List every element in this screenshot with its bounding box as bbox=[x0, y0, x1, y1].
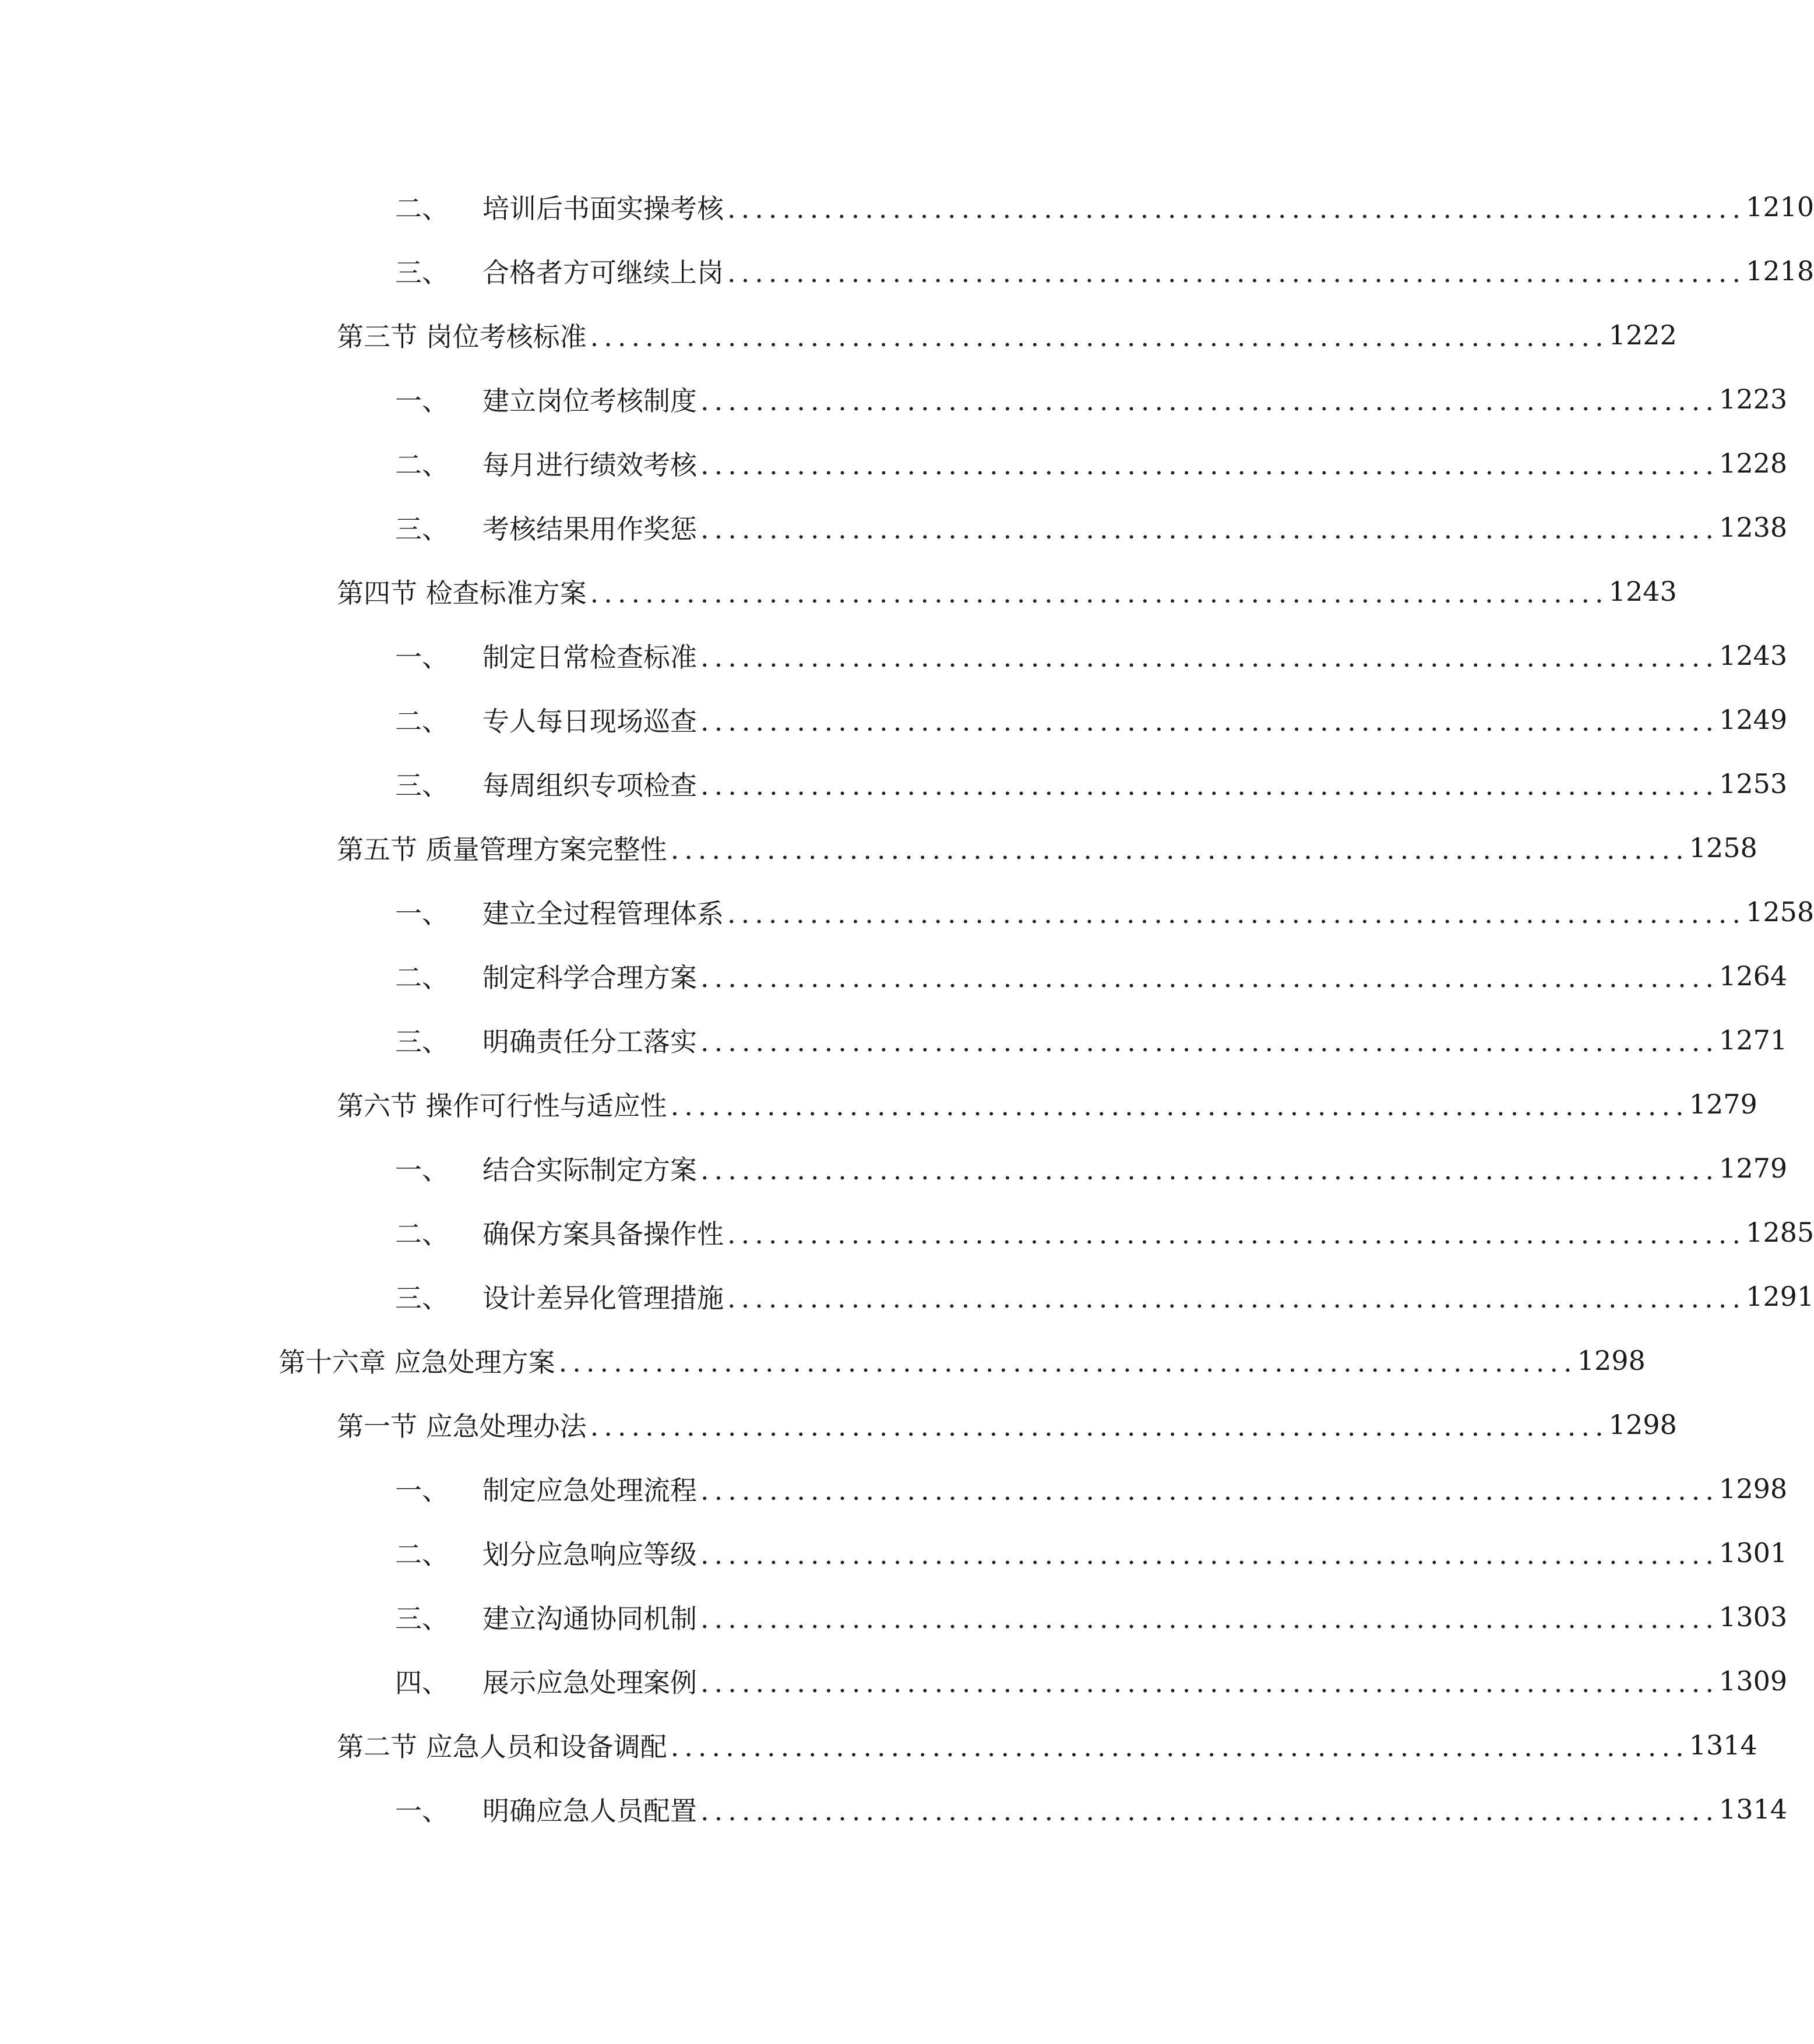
toc-entry-chapter[interactable] bbox=[0, 1328, 1646, 1393]
toc-entry-title: 设计差异化管理措施 bbox=[482, 1282, 724, 1314]
toc-entry-title: 制定日常检查标准 bbox=[482, 642, 697, 673]
toc-entry-title: 专人每日现场巡查 bbox=[482, 706, 697, 737]
dot-leader: .......................................................................... bbox=[700, 385, 1720, 417]
toc-entry-page: 1243 bbox=[1719, 640, 1788, 671]
toc-entry-page: 1253 bbox=[1719, 768, 1788, 799]
toc-entry-label bbox=[0, 1790, 700, 1828]
toc-entry[interactable] bbox=[0, 303, 1677, 367]
toc-entry-title: 培训后书面实操考核 bbox=[482, 193, 724, 224]
toc-entry-label bbox=[0, 957, 700, 995]
toc-entry-label bbox=[0, 1213, 727, 1252]
toc-entry-number: 二、 bbox=[395, 706, 449, 737]
toc-entry-page: 1298 bbox=[1608, 1409, 1677, 1440]
toc-entry-page: 1298 bbox=[1719, 1473, 1788, 1504]
dot-leader: .......................................................................... bbox=[590, 577, 1609, 609]
toc-entry[interactable] bbox=[0, 495, 1788, 559]
toc-entry-title: 第一节 应急处理办法 bbox=[337, 1411, 587, 1442]
toc-entry-number: 三、 bbox=[395, 770, 449, 801]
toc-entry-title: 划分应急响应等级 bbox=[482, 1539, 697, 1570]
toc-entry[interactable] bbox=[0, 1521, 1788, 1585]
toc-entry[interactable] bbox=[0, 1393, 1677, 1457]
toc-entry-title: 展示应急处理案例 bbox=[482, 1667, 697, 1698]
toc-entry-label bbox=[0, 893, 727, 931]
dot-leader: .......................................................................... bbox=[700, 1795, 1720, 1827]
toc-entry-title: 合格者方可继续上岗 bbox=[482, 257, 724, 288]
toc-entry-label bbox=[0, 508, 700, 547]
dot-leader: .......................................................................... bbox=[727, 193, 1746, 224]
toc-entry-number: 二、 bbox=[395, 449, 449, 481]
dot-leader: .......................................................................... bbox=[700, 1603, 1720, 1634]
toc-entry-title: 明确应急人员配置 bbox=[482, 1795, 697, 1827]
toc-entry-title: 结合实际制定方案 bbox=[482, 1154, 697, 1186]
toc-entry-page: 1314 bbox=[1689, 1729, 1757, 1761]
toc-entry-title: 每月进行绩效考核 bbox=[482, 449, 697, 481]
toc-entry[interactable] bbox=[0, 1136, 1788, 1200]
toc-entry-label bbox=[0, 380, 700, 418]
toc-entry-label bbox=[0, 1021, 700, 1059]
toc-entry-page: 1314 bbox=[1719, 1793, 1788, 1825]
toc-entry-label bbox=[0, 700, 700, 739]
table-of-contents bbox=[0, 175, 1814, 1841]
dot-leader: .......................................................................... bbox=[700, 1154, 1720, 1186]
toc-entry[interactable] bbox=[0, 431, 1788, 495]
toc-entry-number: 一、 bbox=[395, 385, 449, 417]
toc-entry[interactable] bbox=[0, 1200, 1814, 1264]
toc-entry-number: 三、 bbox=[395, 1603, 449, 1634]
toc-entry[interactable] bbox=[0, 1008, 1788, 1072]
dot-leader: .......................................................................... bbox=[590, 1411, 1609, 1442]
toc-entry-label bbox=[0, 444, 700, 482]
toc-entry-title: 建立全过程管理体系 bbox=[482, 898, 724, 929]
toc-entry[interactable] bbox=[0, 1713, 1757, 1777]
toc-entry[interactable] bbox=[0, 1585, 1788, 1649]
toc-entry-page: 1301 bbox=[1719, 1537, 1788, 1569]
toc-entry[interactable] bbox=[0, 1777, 1788, 1841]
toc-entry-label bbox=[0, 1598, 700, 1636]
toc-entry-number: 三、 bbox=[395, 1282, 449, 1314]
toc-entry-page: 1223 bbox=[1719, 383, 1788, 415]
toc-entry-page: 1258 bbox=[1689, 832, 1757, 864]
toc-entry-number: 二、 bbox=[395, 962, 449, 993]
toc-entry-label bbox=[0, 1149, 700, 1187]
toc-entry-page: 1210 bbox=[1746, 191, 1814, 223]
toc-entry-label bbox=[0, 1469, 700, 1508]
toc-entry-page: 1228 bbox=[1719, 447, 1788, 479]
toc-entry-title: 制定应急处理流程 bbox=[482, 1475, 697, 1506]
dot-leader: .......................................................................... bbox=[700, 1539, 1720, 1570]
toc-entry-number: 二、 bbox=[395, 193, 449, 224]
toc-entry-page: 1298 bbox=[1577, 1345, 1646, 1376]
toc-entry[interactable] bbox=[0, 367, 1788, 431]
toc-entry-number: 三、 bbox=[395, 257, 449, 288]
dot-leader: .......................................................................... bbox=[727, 1282, 1746, 1314]
dot-leader: .......................................................................... bbox=[670, 1731, 1689, 1763]
dot-leader: .......................................................................... bbox=[670, 1090, 1689, 1122]
toc-entry-number: 一、 bbox=[395, 1475, 449, 1506]
dot-leader: .......................................................................... bbox=[700, 962, 1720, 993]
toc-entry-page: 1222 bbox=[1608, 319, 1677, 351]
toc-entry-page: 1238 bbox=[1719, 512, 1788, 543]
toc-entry-page: 1309 bbox=[1719, 1665, 1788, 1697]
toc-entry-title: 第二节 应急人员和设备调配 bbox=[337, 1731, 667, 1763]
dot-leader: .......................................................................... bbox=[700, 770, 1720, 801]
toc-entry-label bbox=[0, 764, 700, 803]
toc-entry-page: 1279 bbox=[1719, 1153, 1788, 1184]
toc-entry-label bbox=[0, 188, 727, 226]
toc-entry-title: 第六节 操作可行性与适应性 bbox=[337, 1090, 667, 1122]
toc-entry[interactable] bbox=[0, 1649, 1788, 1713]
toc-entry-title: 制定科学合理方案 bbox=[482, 962, 697, 993]
toc-entry-title: 第三节 岗位考核标准 bbox=[337, 321, 587, 353]
dot-leader: .......................................................................... bbox=[558, 1347, 1577, 1378]
dot-leader: .......................................................................... bbox=[700, 1667, 1720, 1698]
toc-entry-label bbox=[0, 1662, 700, 1700]
toc-entry-number: 一、 bbox=[395, 642, 449, 673]
toc-entry-number: 一、 bbox=[395, 1154, 449, 1186]
toc-entry[interactable] bbox=[0, 816, 1757, 880]
toc-entry-number: 一、 bbox=[395, 1795, 449, 1827]
toc-entry[interactable] bbox=[0, 944, 1788, 1008]
toc-entry-title: 第十六章 应急处理方案 bbox=[279, 1347, 555, 1378]
dot-leader: .......................................................................... bbox=[727, 1218, 1746, 1250]
toc-entry-title: 考核结果用作奖惩 bbox=[482, 513, 697, 545]
toc-entry-title: 确保方案具备操作性 bbox=[482, 1218, 724, 1250]
toc-entry[interactable] bbox=[0, 559, 1677, 623]
toc-entry[interactable] bbox=[0, 1264, 1814, 1328]
toc-entry-number: 四、 bbox=[395, 1667, 449, 1698]
toc-entry[interactable] bbox=[0, 1457, 1788, 1521]
toc-entry-page: 1218 bbox=[1746, 255, 1814, 287]
toc-entry[interactable] bbox=[0, 880, 1814, 944]
toc-entry-page: 1285 bbox=[1746, 1217, 1814, 1248]
toc-entry-number: 三、 bbox=[395, 513, 449, 545]
toc-entry-title: 第五节 质量管理方案完整性 bbox=[337, 834, 667, 865]
toc-entry-number: 三、 bbox=[395, 1026, 449, 1058]
toc-entry[interactable] bbox=[0, 239, 1814, 303]
toc-entry-label bbox=[0, 1534, 700, 1572]
toc-entry[interactable] bbox=[0, 688, 1788, 752]
toc-entry[interactable] bbox=[0, 752, 1788, 816]
toc-entry[interactable] bbox=[0, 623, 1788, 688]
toc-entry-number: 二、 bbox=[395, 1218, 449, 1250]
toc-entry-title: 每周组织专项检查 bbox=[482, 770, 697, 801]
dot-leader: .......................................................................... bbox=[670, 834, 1689, 865]
dot-leader: .......................................................................... bbox=[590, 321, 1609, 353]
toc-entry-page: 1243 bbox=[1608, 576, 1677, 607]
dot-leader: .......................................................................... bbox=[700, 706, 1720, 737]
toc-entry-page: 1291 bbox=[1746, 1281, 1814, 1312]
dot-leader: .......................................................................... bbox=[700, 449, 1720, 481]
toc-entry-label bbox=[0, 252, 727, 290]
toc-entry-page: 1271 bbox=[1719, 1024, 1788, 1056]
toc-entry-page: 1258 bbox=[1746, 896, 1814, 928]
dot-leader: .......................................................................... bbox=[727, 257, 1746, 288]
toc-entry[interactable] bbox=[0, 175, 1814, 239]
toc-entry-number: 二、 bbox=[395, 1539, 449, 1570]
toc-entry-page: 1249 bbox=[1719, 704, 1788, 735]
toc-entry-number: 一、 bbox=[395, 898, 449, 929]
toc-entry-label bbox=[0, 636, 700, 675]
toc-entry[interactable] bbox=[0, 1072, 1757, 1136]
toc-entry-title: 建立沟通协同机制 bbox=[482, 1603, 697, 1634]
toc-entry-title: 建立岗位考核制度 bbox=[482, 385, 697, 417]
toc-entry-title: 明确责任分工落实 bbox=[482, 1026, 697, 1058]
dot-leader: .......................................................................... bbox=[700, 1026, 1720, 1058]
toc-entry-page: 1279 bbox=[1689, 1088, 1757, 1120]
dot-leader: .......................................................................... bbox=[700, 513, 1720, 545]
toc-entry-page: 1303 bbox=[1719, 1601, 1788, 1633]
dot-leader: .......................................................................... bbox=[700, 1475, 1720, 1506]
dot-leader: .......................................................................... bbox=[727, 898, 1746, 929]
toc-entry-title: 第四节 检查标准方案 bbox=[337, 577, 587, 609]
toc-entry-label bbox=[0, 1277, 727, 1316]
dot-leader: .......................................................................... bbox=[700, 642, 1720, 673]
toc-entry-page: 1264 bbox=[1719, 960, 1788, 992]
